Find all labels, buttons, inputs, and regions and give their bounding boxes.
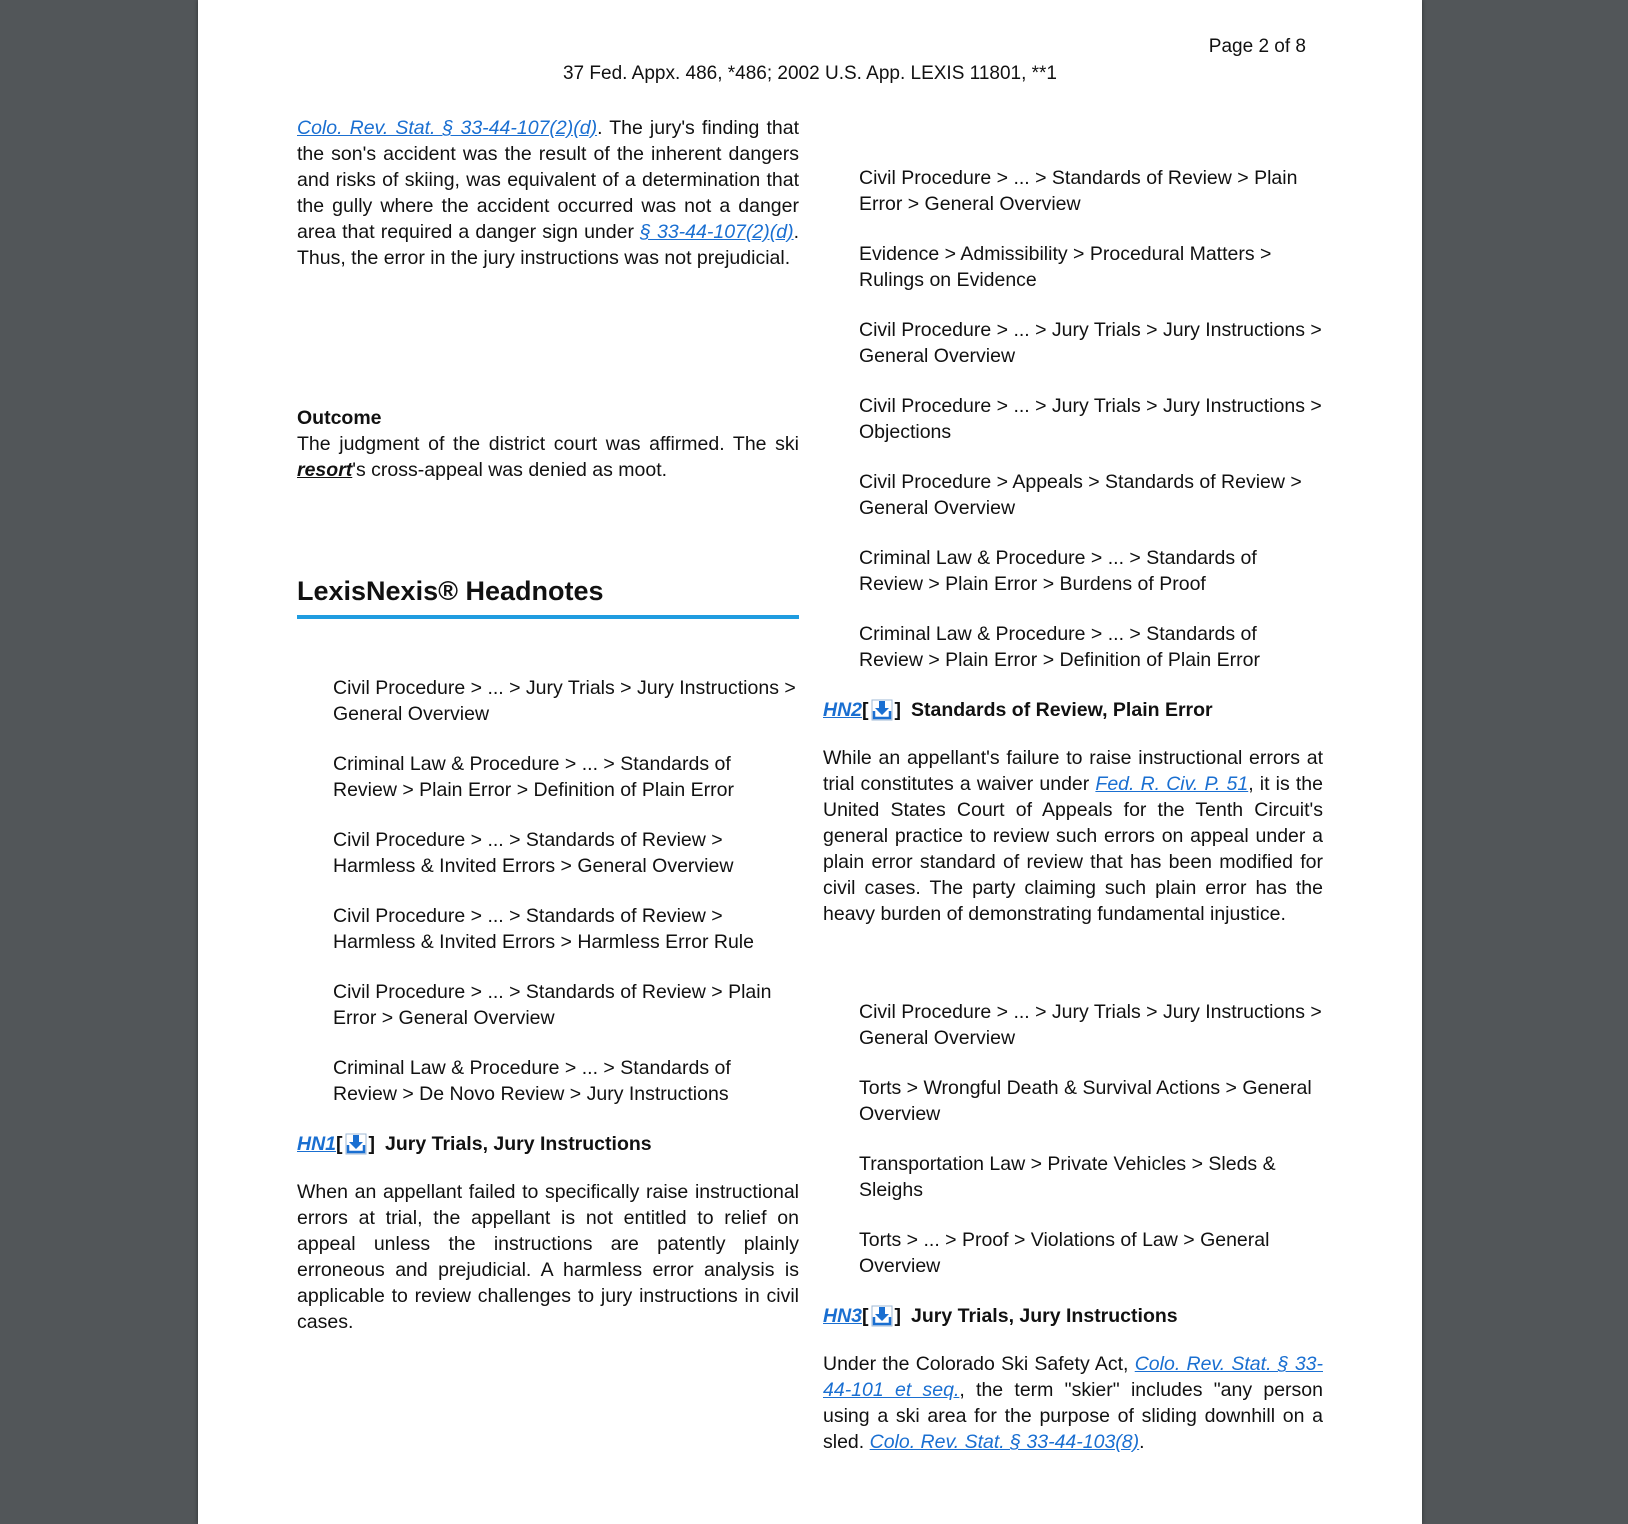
topic-path: Torts > ... > Proof > Violations of Law > General Overview: [859, 1229, 1270, 1277]
headnote-3-text: Under the Colorado Ski Safety Act, Colo. Rev. Stat. § 33-44-101 et seq., the term "skier" includes "any person using a ski area for the purpose of sliding downhill on a sled. Colo. Rev. Stat. § 33-44-103(8).: [823, 1353, 1323, 1453]
page-number: Page 2 of 8: [1208, 36, 1306, 57]
statute-link[interactable]: Colo. Rev. Stat. § 33-44-101 et seq.: [823, 1353, 1323, 1401]
headnote-1-title: Jury Trials, Jury Instructions: [385, 1133, 652, 1155]
running-citation: 37 Fed. Appx. 486, *486; 2002 U.S. App. LEXIS 11801, **1: [562, 63, 1057, 84]
headnote-1-text: When an appellant failed to specifically raise instructional errors at trial, the appellant is not entitled to relief on appeal unless the instructions are patently plainly erroneous and prejudicial. A harmless error analysis is applicable to review challenges to jury instructions in civil cases.: [297, 1181, 799, 1333]
topic-list: [297, 675, 799, 1107]
search-term-highlight: resort: [297, 459, 353, 481]
topic-path: Torts > Wrongful Death & Survival Actions > General Overview: [859, 1077, 1312, 1125]
topic-path: Civil Procedure > Appeals > Standards of Review > General Overview: [859, 471, 1302, 519]
topic-path: Civil Procedure > ... > Jury Trials > Jury Instructions > General Overview: [333, 677, 796, 725]
outcome-text: The judgment of the district court was affirmed. The ski resort's cross-appeal was denied as moot.: [297, 433, 799, 481]
topic-path: Criminal Law & Procedure > ... > Standards of Review > Plain Error > Definition of Plain Error: [859, 623, 1260, 671]
topic-list: [823, 999, 1323, 1279]
headnote-2-text: While an appellant's failure to raise instructional errors at trial constitutes a waiver under Fed. R. Civ. P. 51, it is the United States Court of Appeals for the Tenth Circuit's general practice to review such errors on appeal under a plain error standard of review that has been modified for civil cases. The party claiming such plain error has the heavy burden of demonstrating fundamental injustice.: [823, 747, 1323, 925]
statute-link[interactable]: Colo. Rev. Stat. § 33-44-103(8): [869, 1431, 1140, 1453]
topic-list: [823, 165, 1323, 673]
topic-path: Civil Procedure > ... > Jury Trials > Jury Instructions > Objections: [859, 395, 1322, 443]
rule-link[interactable]: Fed. R. Civ. P. 51: [1095, 773, 1249, 795]
topic-path: Criminal Law & Procedure > ... > Standards of Review > De Novo Review > Jury Instructions: [333, 1057, 731, 1105]
headnote-1-link[interactable]: HN1: [297, 1133, 337, 1155]
download-icon[interactable]: [345, 1133, 367, 1155]
topic-path: Transportation Law > Private Vehicles > Sleds & Sleighs: [859, 1153, 1276, 1201]
download-icon[interactable]: [871, 699, 893, 721]
topic-path: Civil Procedure > ... > Standards of Review > Harmless & Invited Errors > Harmless Error Rule: [333, 905, 754, 953]
headnotes-heading: LexisNexis® Headnotes: [297, 575, 799, 619]
outcome-heading: Outcome: [297, 407, 382, 429]
topic-path: Civil Procedure > ... > Jury Trials > Jury Instructions > General Overview: [859, 1001, 1322, 1049]
headnote-2-title: Standards of Review, Plain Error: [911, 699, 1213, 721]
headnote-2-header: HN2 [ ] Standards of Review, Plain Error: [823, 699, 1213, 721]
topic-path: Civil Procedure > ... > Standards of Review > Plain Error > General Overview: [859, 167, 1298, 215]
topic-path: Criminal Law & Procedure > ... > Standards of Review > Plain Error > Burdens of Proof: [859, 547, 1257, 595]
topic-path: Civil Procedure > ... > Standards of Review > Harmless & Invited Errors > General Overview: [333, 829, 734, 877]
overview-paragraph: Colo. Rev. Stat. § 33-44-107(2)(d). The jury's finding that the son's accident was the result of the inherent dangers and risks of skiing, was equivalent of a determination that the gully where the accident occurred was not a danger area that required a danger sign under § 33-44-107(2)(d). Thus, the error in the jury instructions was not prejudicial.: [297, 117, 799, 269]
statute-link[interactable]: Colo. Rev. Stat. § 33-44-107(2)(d): [297, 117, 598, 139]
document-page: [198, 0, 1422, 1524]
headnote-2-link[interactable]: HN2: [823, 699, 863, 721]
left-column: [297, 115, 799, 1335]
statute-link[interactable]: § 33-44-107(2)(d): [640, 221, 794, 243]
right-column: [823, 115, 1323, 1455]
headnote-3-header: HN3 [ ] Jury Trials, Jury Instructions: [823, 1305, 1178, 1327]
topic-path: Evidence > Admissibility > Procedural Matters > Rulings on Evidence: [859, 243, 1272, 291]
download-icon[interactable]: [871, 1305, 893, 1327]
headnote-3-title: Jury Trials, Jury Instructions: [911, 1305, 1178, 1327]
topic-path: Civil Procedure > ... > Standards of Review > Plain Error > General Overview: [333, 981, 772, 1029]
headnote-1-header: HN1 [ ] Jury Trials, Jury Instructions: [297, 1133, 652, 1155]
topic-path: Civil Procedure > ... > Jury Trials > Jury Instructions > General Overview: [859, 319, 1322, 367]
topic-path: Criminal Law & Procedure > ... > Standards of Review > Plain Error > Definition of Plain Error: [333, 753, 734, 801]
headnote-3-link[interactable]: HN3: [823, 1305, 863, 1327]
